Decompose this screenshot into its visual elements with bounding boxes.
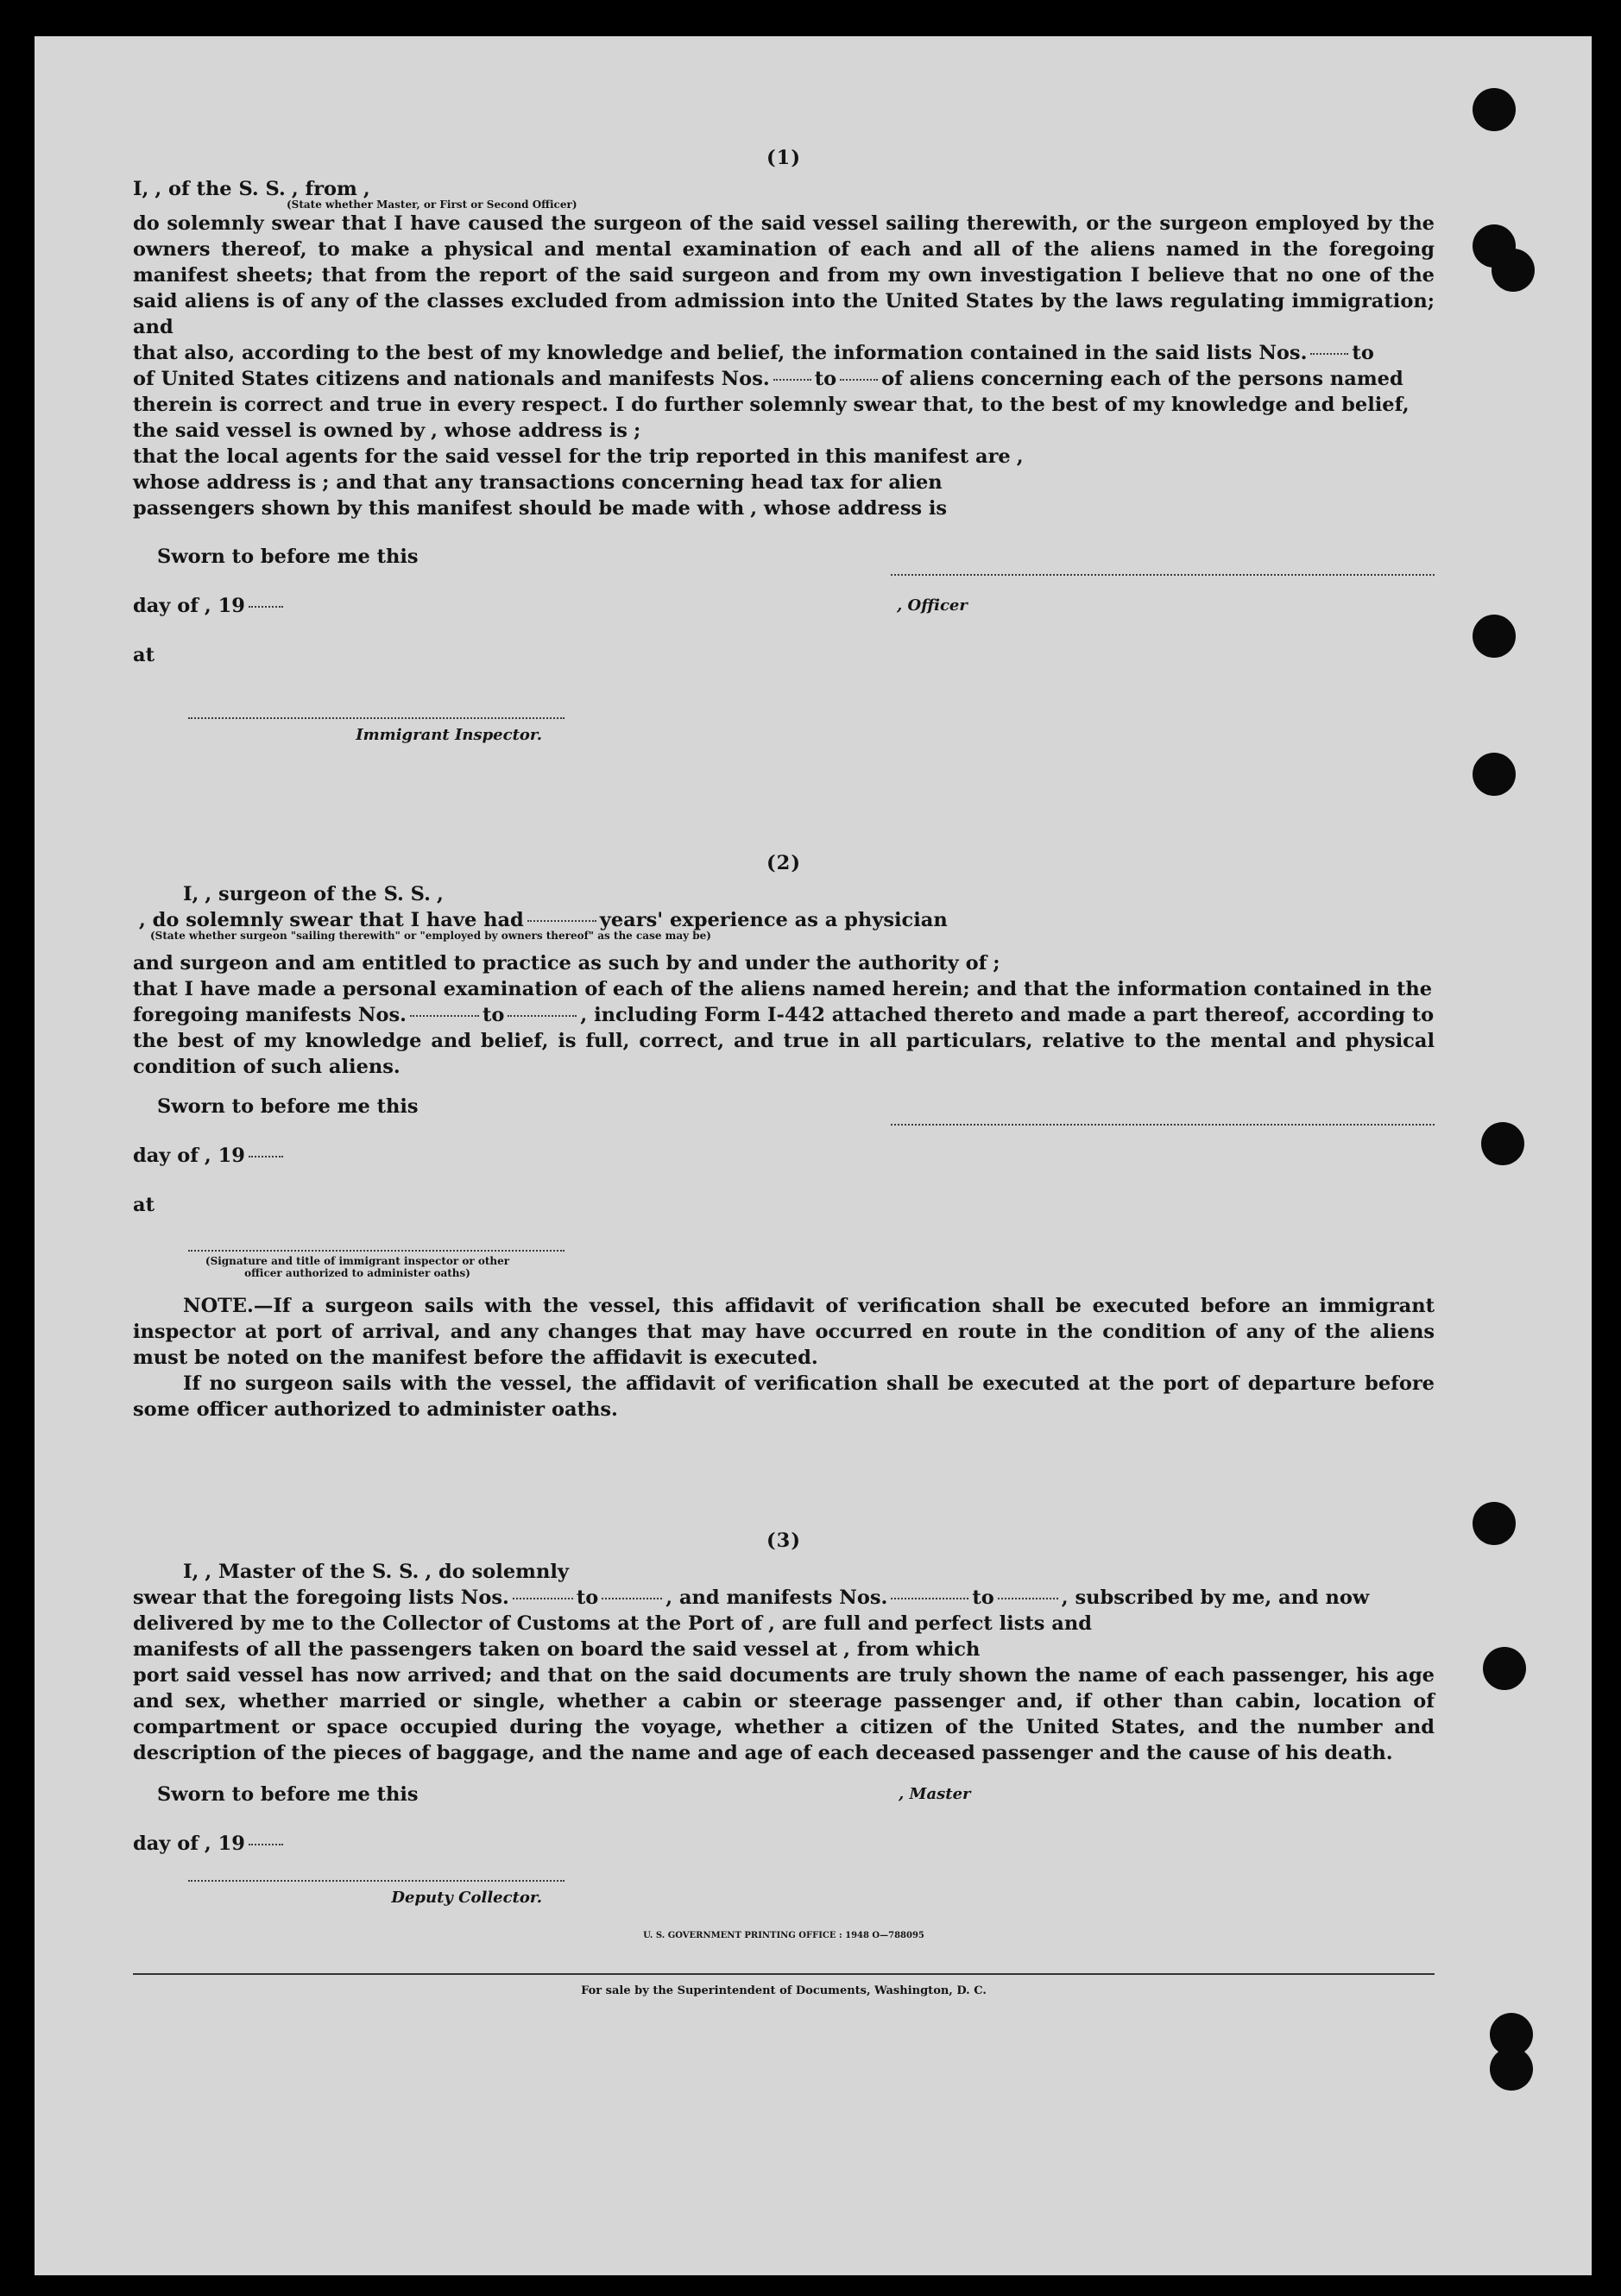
s2-manifests-from-field[interactable] [410,1015,479,1017]
s2-year-label: , 19 [204,1145,245,1167]
s2-day-label: day of [133,1145,199,1167]
s2-surgeon-signature-line[interactable] [891,1124,1435,1126]
s1-sworn-label: Sworn to before me this [157,546,419,568]
s2-to: to [483,1004,505,1026]
s2-line-1 [133,881,1435,907]
s1-inspector-label: Immigrant Inspector. [356,726,542,744]
s3-perfect-text: , are full and perfect lists and [768,1612,1092,1635]
s2-at-row [133,1192,565,1241]
s3-to: to [576,1586,599,1609]
s2-day-row [133,1143,565,1192]
form-content [133,145,1435,2004]
punch-hole [1473,88,1516,131]
s3-to-2: to [972,1586,994,1609]
s1-line-owner [133,418,1435,444]
s3-sworn-row [133,1782,565,1831]
s1-paragraph: do solemnly swear that I have caused the surgeon of the said vessel sailing therewith, or the surgeon employed by the owners thereof, to make a physical and mental examination of each and all of the aliens named in the foregoing manifest sheets; that from the report of the said surgeon and from my own investigation I believe that no one of the said aliens is of any of the classes excluded from admission into the United States by the laws regulating immigration; and [133,212,1435,338]
s3-year-field[interactable] [249,1844,283,1845]
s2-comma: , [436,883,444,905]
s2-signature-block [133,1094,1435,1279]
punch-hole [1473,615,1516,658]
s1-to-2: to [814,368,837,390]
s2-at-label: at [133,1194,155,1216]
s1-day-label: day of [133,595,199,617]
s2-sworn-label: Sworn to before me this [157,1095,419,1118]
s3-manifests-text: , and manifests Nos. [665,1586,888,1609]
s2-surgeon-of-ss: , surgeon of the S. S. [205,883,431,905]
s3-line-2 [133,1585,1435,1611]
punch-hole [1490,2047,1533,2091]
s2-line-4: that I have made a personal examination of each of the aliens named herein; and that the information contained in the [133,978,1433,1000]
s1-line-lists [133,340,1435,366]
s3-paragraph: port said vessel has now arrived; and that on the said documents are truly shown the name of each passenger, his age and sex, whether married or single, whether a cabin or steerage passenger and, if other than cabin, location of compartment or space occupied during the voyage, whether a citizen of the United States, and the number and description of the pieces of baggage, and the name and age of each deceased passenger and the cause of his death. [133,1664,1435,1764]
s3-lists-from-field[interactable] [513,1598,573,1599]
s1-inspector-signature-line[interactable] [188,717,565,719]
s1-year-label: , 19 [204,595,245,617]
s1-of-ss: , of the S. S. [155,178,286,200]
s1-line-agents [133,444,1435,470]
surgeon-status-instruction: (State whether surgeon "sailing therewith" or "employed by owners thereof" as the case may be) [150,930,711,942]
footer-rule [133,1973,1435,1975]
s3-signature-block [133,1782,1435,1911]
lists-from-field[interactable] [1310,353,1348,355]
s2-note-2: If no surgeon sails with the vessel, the affidavit of verification shall be executed at the port of departure before some officer authorized to administer oaths. [133,1372,1435,1421]
s2-years-text: years' experience as a physician [599,909,948,931]
s1-owned-by: the said vessel is owned by [133,419,426,442]
s2-semicolon: ; [993,952,1000,975]
s1-officer-label: , Officer [897,596,968,615]
s2-line-3 [133,950,1435,976]
years-experience-field[interactable] [527,920,596,922]
s1-line-head-tax [133,495,1435,521]
s1-sworn-row [133,544,565,593]
s2-inspector-signature-line[interactable] [188,1250,565,1252]
s3-day-row [133,1831,565,1880]
s3-line-4 [133,1637,1435,1662]
s1-passengers-text: passengers shown by this manifest should be made with [133,497,745,520]
s2-note-1: NOTE.—If a surgeon sails with the vessel, this affidavit of verification shall be executed before an immigrant inspector at port of arrival, and any changes that may have occurred en route in the condition of any of the aliens must be noted on the manifest before the affidavit is executed. [133,1295,1435,1369]
manifests-to-field[interactable] [840,379,878,381]
s3-i: I, [183,1561,199,1583]
s2-year-field[interactable] [249,1156,283,1157]
s1-semicolon: ; [633,419,641,442]
section-1-number: (1) [766,147,801,169]
s2-signature-caption: (Signature and title of immigrant inspector or other officer authorized to administer oaths) [205,1255,510,1279]
s2-sworn-row [133,1094,565,1143]
s2-manifests-text: foregoing manifests Nos. [133,1004,407,1026]
s1-whose-address-3: , whose address is [750,497,948,520]
punch-hole [1481,1122,1524,1165]
punch-hole [1483,1647,1526,1690]
section-3-number: (3) [766,1530,801,1552]
s1-whose-address-2: whose address is [133,471,317,494]
s1-line-manifests [133,366,1435,392]
s1-comma-2: , [1016,445,1024,468]
s1-officer-line-top[interactable] [891,574,1435,576]
s1-line-correct: therein is correct and true in every respect. I do further solemnly swear that, to the best of my knowledge and belief, [133,394,1410,416]
s3-manifests-to-field[interactable] [998,1598,1058,1599]
s3-boarded-text: manifests of all the passengers taken on board the said vessel at [133,1638,838,1661]
s2-authority-text: and surgeon and am entitled to practice as such by and under the authority of [133,952,987,975]
s1-signature-block [133,544,1435,748]
s3-lists-to-field[interactable] [602,1598,662,1599]
punch-hole [1473,1502,1516,1545]
section-2-number: (2) [766,852,801,874]
s1-head-tax-text: ; and that any transactions concerning head tax for alien [322,471,943,494]
s3-solemnly: , do solemnly [425,1561,569,1583]
s3-deputy-label: Deputy Collector. [391,1889,542,1907]
s3-lists-text: swear that the foregoing lists Nos. [133,1586,509,1609]
s3-collector-text: delivered by me to the Collector of Customs at the Port of [133,1612,763,1635]
manifests-from-field[interactable] [773,379,811,381]
s1-lists-text: that also, according to the best of my knowledge and belief, the information contained in the said lists Nos. [133,342,1308,364]
s1-comma: , [363,178,370,200]
s2-paragraph: the best of my knowledge and belief, is full, correct, and true in all particulars, relative to the mental and physical condition of such aliens. [133,1030,1435,1078]
s3-sworn-label: Sworn to before me this [157,1783,419,1806]
s3-from-which: , from which [843,1638,981,1661]
printing-office-line: U. S. GOVERNMENT PRINTING OFFICE : 1948 O—788095 [643,1931,924,1940]
s3-master-row [892,1782,1435,1831]
s3-year-label: , 19 [204,1832,245,1855]
s1-i: I, [133,178,149,200]
s1-day-row [133,593,565,642]
s1-from: , from [291,178,357,200]
s3-day-label: day of [133,1832,199,1855]
s2-i: I, [183,883,199,905]
s3-deputy-signature-line[interactable] [188,1880,565,1882]
s2-line-5 [133,1002,1435,1028]
s1-at-row [133,642,565,691]
s1-aliens-text: of aliens concerning each of the persons named [881,368,1403,390]
s1-at-label: at [133,644,155,666]
s1-line-agent-address [133,470,1435,495]
s2-form-text: , including Form I-442 attached thereto and made a part thereof, according to [580,1004,1435,1026]
s3-manifests-from-field[interactable] [891,1598,968,1599]
s3-line-1 [133,1559,1435,1585]
officer-title-instruction: (State whether Master, or First or Second Officer) [287,199,577,211]
s1-officer-row [891,593,1435,642]
s2-swear-text: , do solemnly swear that I have had [139,909,524,931]
s3-master-of-ss: , Master of the S. S. [205,1561,419,1583]
s1-to: to [1352,342,1374,364]
s2-manifests-to-field[interactable] [508,1015,577,1017]
punch-hole [1473,753,1516,796]
s1-manifests-text: of United States citizens and nationals and manifests Nos. [133,368,770,390]
s1-agents-text: that the local agents for the said vessel for the trip reported in this manifest are [133,445,1011,468]
s3-subscribed-text: , subscribed by me, and now [1061,1586,1370,1609]
punch-hole [1492,249,1535,292]
s1-whose-address: , whose address is [431,419,628,442]
for-sale-note: For sale by the Superintendent of Documents, Washington, D. C. [581,1984,987,1997]
s3-line-3 [133,1611,1435,1637]
s3-master-label: , Master [899,1785,971,1803]
s1-year-field[interactable] [249,606,283,608]
